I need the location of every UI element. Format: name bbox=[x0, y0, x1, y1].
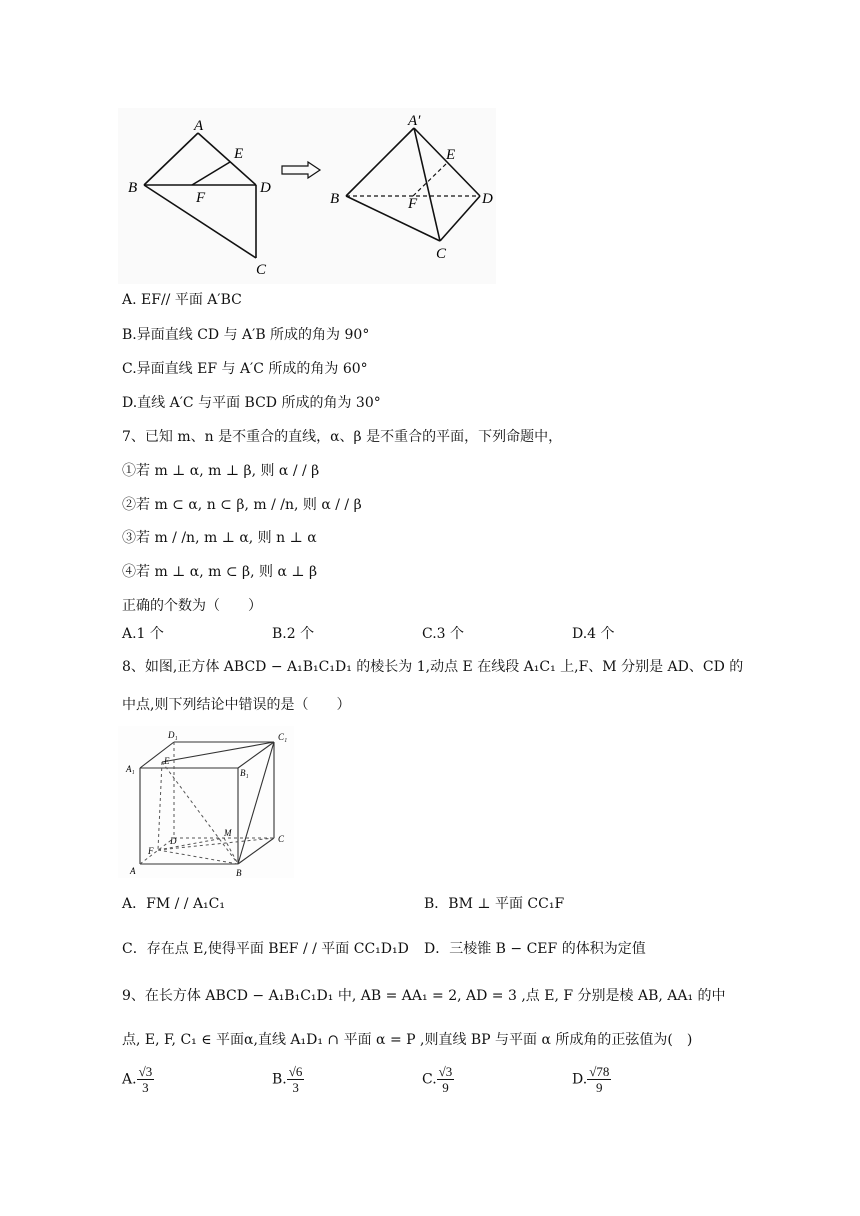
q8-stem-line2: 中点,则下列结论中错误的是（ ） bbox=[122, 697, 351, 713]
q9-option-b-label: B. bbox=[272, 1071, 287, 1088]
q7-statement-2: ②若 m ⊂ α, n ⊂ β, m / /n, 则 α / / β bbox=[122, 497, 362, 513]
q8-stem-line1: 8、如图,正方体 ABCD − A₁B₁C₁D₁ 的棱长为 1,动点 E 在线段 A₁C₁ 上,F、M 分别是 AD、CD 的 bbox=[122, 659, 744, 675]
q9-stem-line1: 9、在长方体 ABCD − A₁B₁C₁D₁ 中, AB = AA₁ = 2, AD = 3 ,点 E, F 分别是棱 AB, AA₁ 的中 bbox=[122, 988, 726, 1004]
cube-label-B: B bbox=[236, 868, 242, 878]
q9-option-d-denominator: 9 bbox=[596, 1080, 603, 1095]
q9-option-d bbox=[572, 1064, 611, 1095]
q7-question: 正确的个数为（ ） bbox=[122, 598, 262, 614]
q8-option-b: B．BM ⊥ 平面 CC₁F bbox=[424, 896, 565, 912]
label-E-right: E bbox=[446, 147, 456, 163]
label-F-left: F bbox=[196, 190, 206, 206]
q9-option-c bbox=[422, 1064, 454, 1095]
q7-statement-4: ④若 m ⊥ α, m ⊂ β, 则 α ⊥ β bbox=[122, 564, 318, 580]
q9-option-c-numerator: √3 bbox=[438, 1064, 453, 1079]
cube-label-F: F bbox=[148, 846, 154, 856]
fold-figure bbox=[118, 108, 498, 288]
cube-label-E: E bbox=[164, 756, 170, 766]
label-A-right: A′ bbox=[408, 113, 421, 129]
cube-label-A: A bbox=[130, 866, 136, 876]
q9-option-b-numerator: √6 bbox=[288, 1064, 303, 1079]
q8-option-a: A．FM / / A₁C₁ bbox=[122, 896, 225, 912]
q9-option-a-label: A. bbox=[122, 1071, 137, 1088]
label-D-right: D bbox=[482, 191, 493, 207]
q8-option-c: C．存在点 E,使得平面 BEF / / 平面 CC₁D₁D bbox=[122, 941, 409, 957]
label-D-left: D bbox=[260, 180, 271, 196]
label-B-right: B bbox=[330, 191, 340, 207]
q7-option-c: C.3 个 bbox=[422, 626, 465, 642]
q9-option-a-numerator: √3 bbox=[138, 1064, 153, 1079]
cube-figure bbox=[118, 726, 298, 882]
q7-option-d: D.4 个 bbox=[572, 626, 615, 642]
q9-option-d-numerator: √78 bbox=[589, 1064, 610, 1079]
q7-option-b: B.2 个 bbox=[272, 626, 315, 642]
q8-option-d: D．三棱锥 B − CEF 的体积为定值 bbox=[424, 941, 646, 957]
cube-label-M: M bbox=[224, 828, 232, 838]
q7-statement-3: ③若 m / /n, m ⊥ α, 则 n ⊥ α bbox=[122, 530, 317, 546]
label-A-left: A bbox=[194, 118, 204, 134]
q6-option-c: C.异面直线 EF 与 A′C 所成的角为 60° bbox=[122, 361, 368, 377]
cube-label-B1: B₁ bbox=[240, 768, 249, 778]
q6-option-a: A. EF// 平面 A′BC bbox=[122, 292, 242, 308]
q9-stem-line2: 点, E, F, C₁ ∈ 平面α,直线 A₁D₁ ∩ 平面 α = P ,则直线 BP 与平面 α 所成角的正弦值为( ) bbox=[122, 1032, 693, 1048]
label-B-left: B bbox=[128, 180, 138, 196]
cube-label-C1: C₁ bbox=[278, 732, 288, 742]
cube-label-A1: A₁ bbox=[126, 764, 135, 774]
cube-label-D1: D₁ bbox=[168, 730, 178, 740]
label-F-right: F bbox=[408, 196, 418, 212]
q7-statement-1: ①若 m ⊥ α, m ⊥ β, 则 α / / β bbox=[122, 463, 320, 479]
label-C-right: C bbox=[436, 246, 447, 262]
q9-option-a-denominator: 3 bbox=[142, 1080, 149, 1095]
q7-option-a: A.1 个 bbox=[122, 626, 164, 642]
q9-option-c-label: C. bbox=[422, 1071, 437, 1088]
label-C-left: C bbox=[256, 262, 267, 278]
q6-option-d: D.直线 A′C 与平面 BCD 所成的角为 30° bbox=[122, 395, 381, 411]
q9-option-c-denominator: 9 bbox=[442, 1080, 449, 1095]
q9-option-b-denominator: 3 bbox=[292, 1080, 299, 1095]
q9-option-a bbox=[122, 1064, 154, 1095]
cube-label-C: C bbox=[278, 834, 285, 844]
q9-option-d-label: D. bbox=[572, 1071, 588, 1088]
cube-label-D: D bbox=[170, 836, 177, 846]
q7-stem: 7、已知 m、n 是不重合的直线，α、β 是不重合的平面，下列命题中， bbox=[122, 429, 563, 445]
q6-option-b: B.异面直线 CD 与 A′B 所成的角为 90° bbox=[122, 327, 370, 343]
q9-option-b bbox=[272, 1064, 304, 1095]
label-E-left: E bbox=[234, 146, 244, 162]
